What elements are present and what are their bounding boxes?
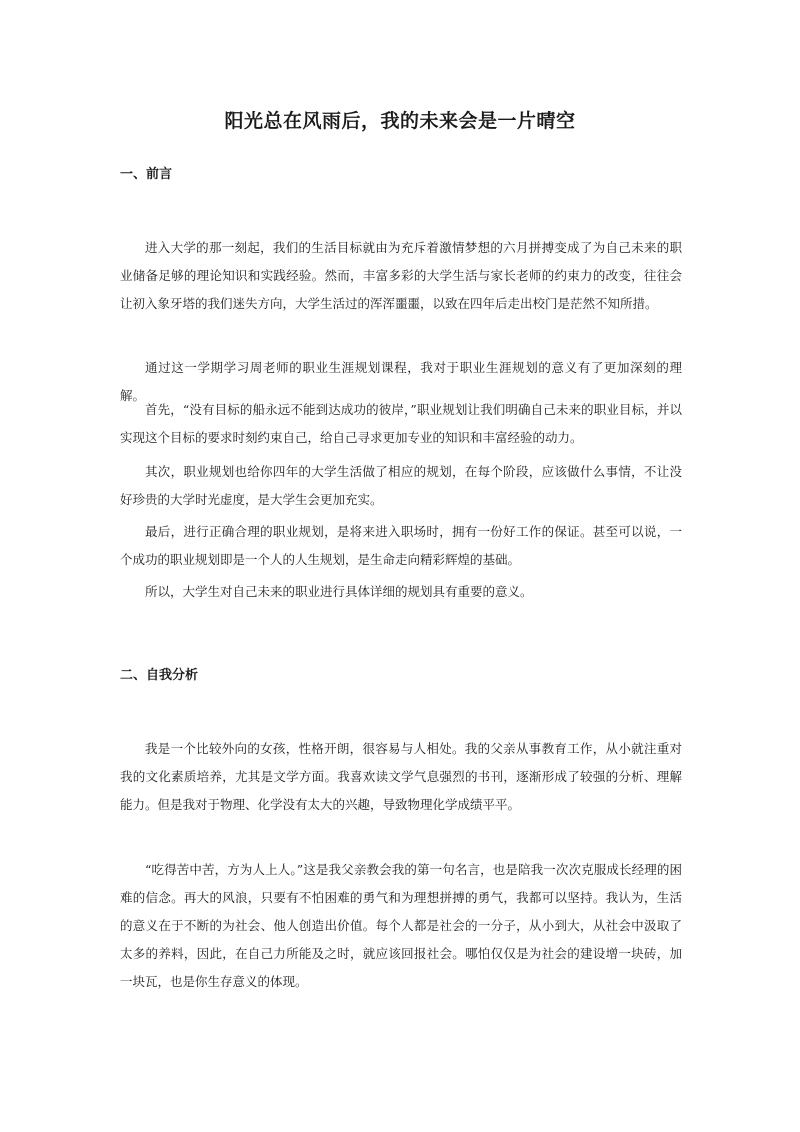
paragraph: 通过这一学期学习周老师的职业生涯规划课程，我对于职业生涯规划的意义有了更加深刻的理解。 bbox=[120, 360, 682, 403]
paragraph: “吃得苦中苦，方为人上人。”这是我父亲教会我的第一句名言，也是陪我一次次克服成长经理的困难的信念。再大的风浪，只要有不怕困难的勇气和为理想拼搏的勇气，我都可以坚持。我认为，生活的意义在于不断的为社会、他人创造出价值。每个人都是社会的一分子，从小到大，从社会中汲取了太多的养料，因此，在自己力所能及之时，就应该回报社会。哪怕仅仅是为社会的建设增一块砖，加一块瓦，也是你生存意义的体现。 bbox=[120, 862, 682, 989]
paragraph: 所以，大学生对自己未来的职业进行具体详细的规划具有重要的意义。 bbox=[145, 584, 533, 599]
paragraph: 进入大学的那一刻起，我们的生活目标就由为充斥着激情梦想的六月拼搏变成了为自己未来的职业储备足够的理论知识和实践经验。然而，丰富多彩的大学生活与家长老师的约束力的改变，往往会让初入象牙塔的我们迷失方向，大学生活过的浑浑噩噩，以致在四年后走出校门是茫然不知所措。 bbox=[120, 240, 682, 311]
paragraph: 其次，职业规划也给你四年的大学生活做了相应的规划，在每个阶段，应该做什么事情，不让没好珍贵的大学时光虚度，是大学生会更加充实。 bbox=[120, 464, 682, 507]
section-heading-preface: 一、前言 bbox=[120, 167, 173, 182]
section-heading-self-analysis: 二、自我分析 bbox=[120, 668, 199, 683]
paragraph: 我是一个比较外向的女孩，性格开朗，很容易与人相处。我的父亲从事教育工作，从小就注重对我的文化素质培养，尤其是文学方面。我喜欢读文学气息强烈的书刊，逐渐形成了较强的分析、理解能力。但是我对于物理、化学没有太大的兴趣，导致物理化学成绩平平。 bbox=[120, 741, 682, 812]
paragraph: 首先，“没有目标的船永远不能到达成功的彼岸，”职业规划让我们明确自己未来的职业目标，并以实现这个目标的要求时刻约束自己，给自己寻求更加专业的知识和丰富经验的动力。 bbox=[120, 402, 682, 445]
paragraph: 最后，进行正确合理的职业规划，是将来进入职场时，拥有一份好工作的保证。甚至可以说，一个成功的职业规划即是一个人的人生规划，是生命走向精彩辉煌的基础。 bbox=[120, 524, 682, 567]
document-title: 阳光总在风雨后，我的未来会是一片晴空 bbox=[224, 110, 576, 132]
